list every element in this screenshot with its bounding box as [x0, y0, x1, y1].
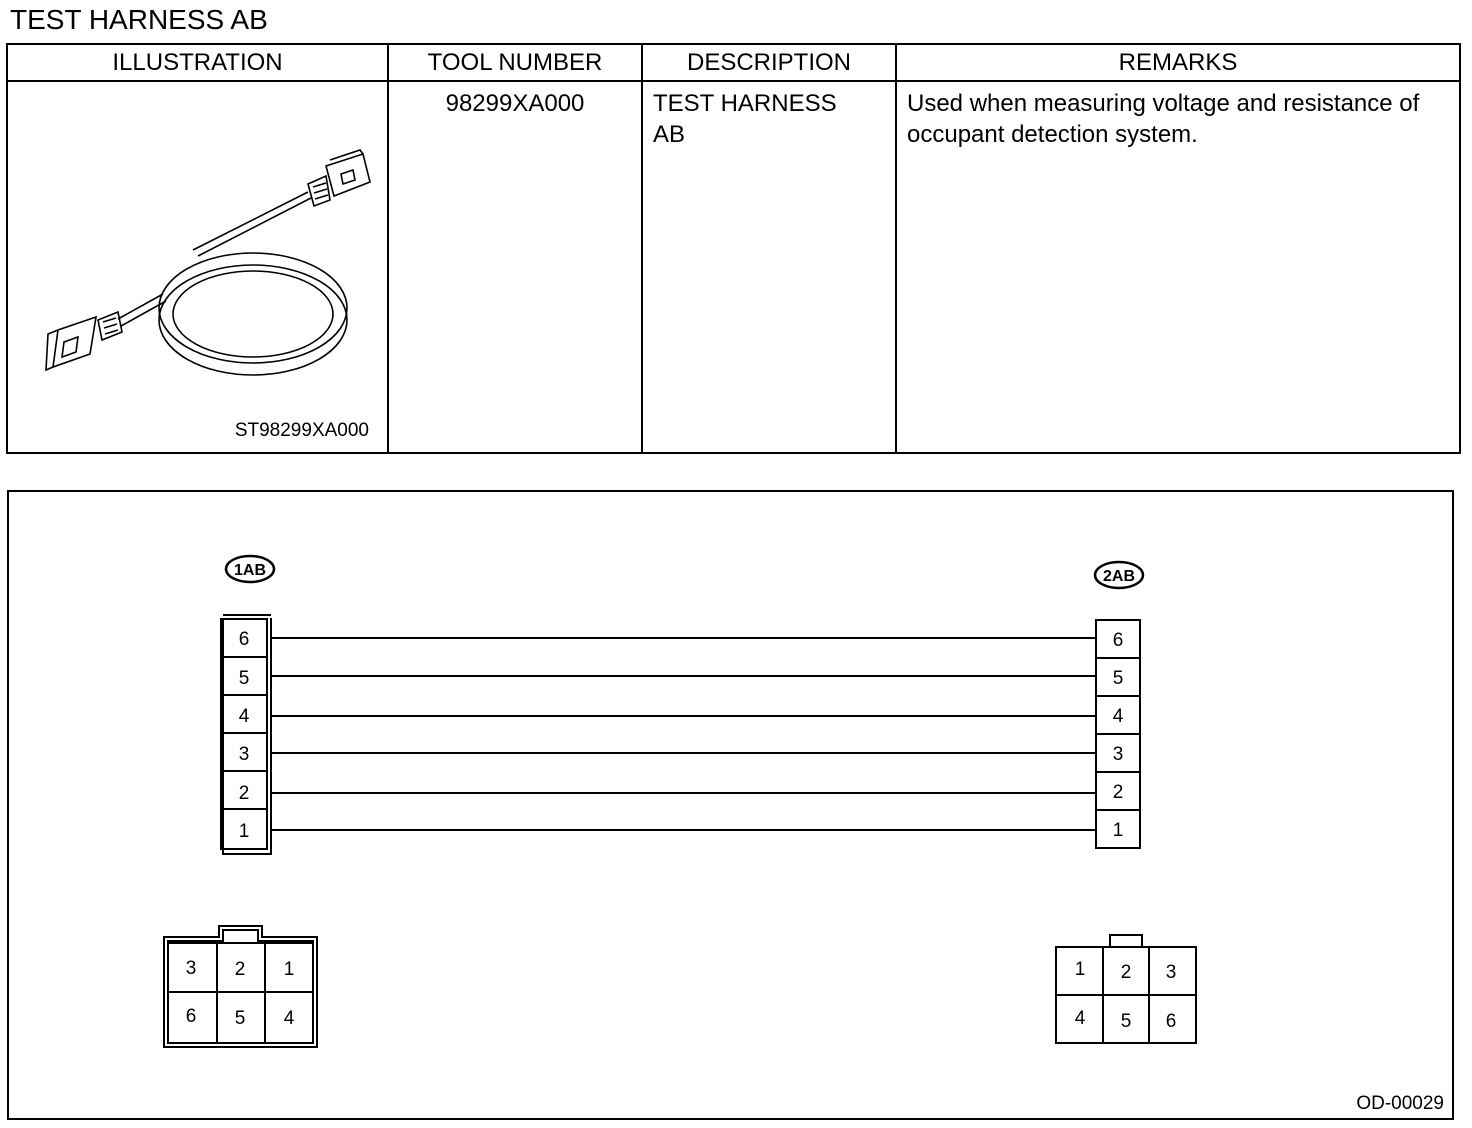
pin-label: 6: [1165, 1011, 1177, 1032]
tool-table: [6, 43, 1461, 454]
pin-label: 1: [238, 821, 250, 842]
remarks-line-2: occupant detection system.: [907, 121, 1198, 148]
header-remarks: REMARKS: [896, 44, 1460, 81]
pin-label: 2: [1112, 782, 1124, 803]
pin-label: 6: [238, 629, 250, 650]
diagram-code: OD-00029: [1356, 1093, 1444, 1114]
pin-label: 4: [1112, 706, 1124, 727]
connector-2ab: [1096, 620, 1140, 848]
description-line-2: AB: [653, 121, 686, 148]
harness-illustration: [8, 82, 387, 454]
header-tool-number: TOOL NUMBER: [388, 44, 642, 81]
svg-text:1AB: 1AB: [233, 562, 267, 579]
header-description: DESCRIPTION: [642, 44, 896, 81]
pin-label: 5: [1120, 1011, 1132, 1032]
wiring-diagram: [7, 490, 1454, 1120]
pin-label: 3: [185, 958, 197, 979]
illustration-cell: [7, 81, 388, 453]
description-line-1: TEST HARNESS: [653, 90, 837, 117]
pin-label: 4: [283, 1008, 295, 1029]
pin-label: 5: [234, 1008, 246, 1029]
page-title: TEST HARNESS AB: [10, 4, 268, 35]
illustration-code: ST98299XA000: [234, 420, 369, 441]
remarks-line-1: Used when measuring voltage and resistance of: [907, 90, 1420, 117]
connector-1ab: [221, 615, 271, 854]
pin-label: 5: [238, 668, 250, 689]
pin-label: 1: [1112, 820, 1124, 841]
connector-right-label: [1095, 562, 1143, 588]
pin-label: 1: [1074, 959, 1086, 980]
connector-1ab-face-labels: [186, 958, 295, 1029]
header-illustration: ILLUSTRATION: [7, 44, 388, 81]
remarks-cell: [896, 81, 1460, 453]
connector-1ab-pin-labels: [239, 629, 250, 842]
wiring-diagram-graphic: [9, 492, 1452, 1118]
tool-number: 98299XA000: [445, 90, 585, 117]
tool-number-cell: [388, 81, 642, 453]
pin-label: 4: [238, 706, 250, 727]
pin-label: 4: [1074, 1008, 1086, 1029]
description-cell: [642, 81, 896, 453]
pin-label: 5: [1112, 668, 1124, 689]
pin-label: 6: [1112, 630, 1124, 651]
pin-label: 2: [234, 959, 246, 980]
pin-label: 3: [1165, 962, 1177, 983]
pin-label: 1: [283, 959, 295, 980]
pin-label: 3: [1112, 744, 1124, 765]
svg-text:2AB: 2AB: [1102, 568, 1136, 585]
pin-label: 2: [1120, 962, 1132, 983]
pin-label: 3: [238, 744, 250, 765]
table-header-row: [7, 44, 1460, 81]
pin-label: 2: [238, 783, 250, 804]
table-row: [7, 81, 1460, 453]
harness-wires: [271, 638, 1096, 830]
pin-label: 6: [185, 1006, 197, 1027]
connector-left-label: [226, 556, 274, 582]
